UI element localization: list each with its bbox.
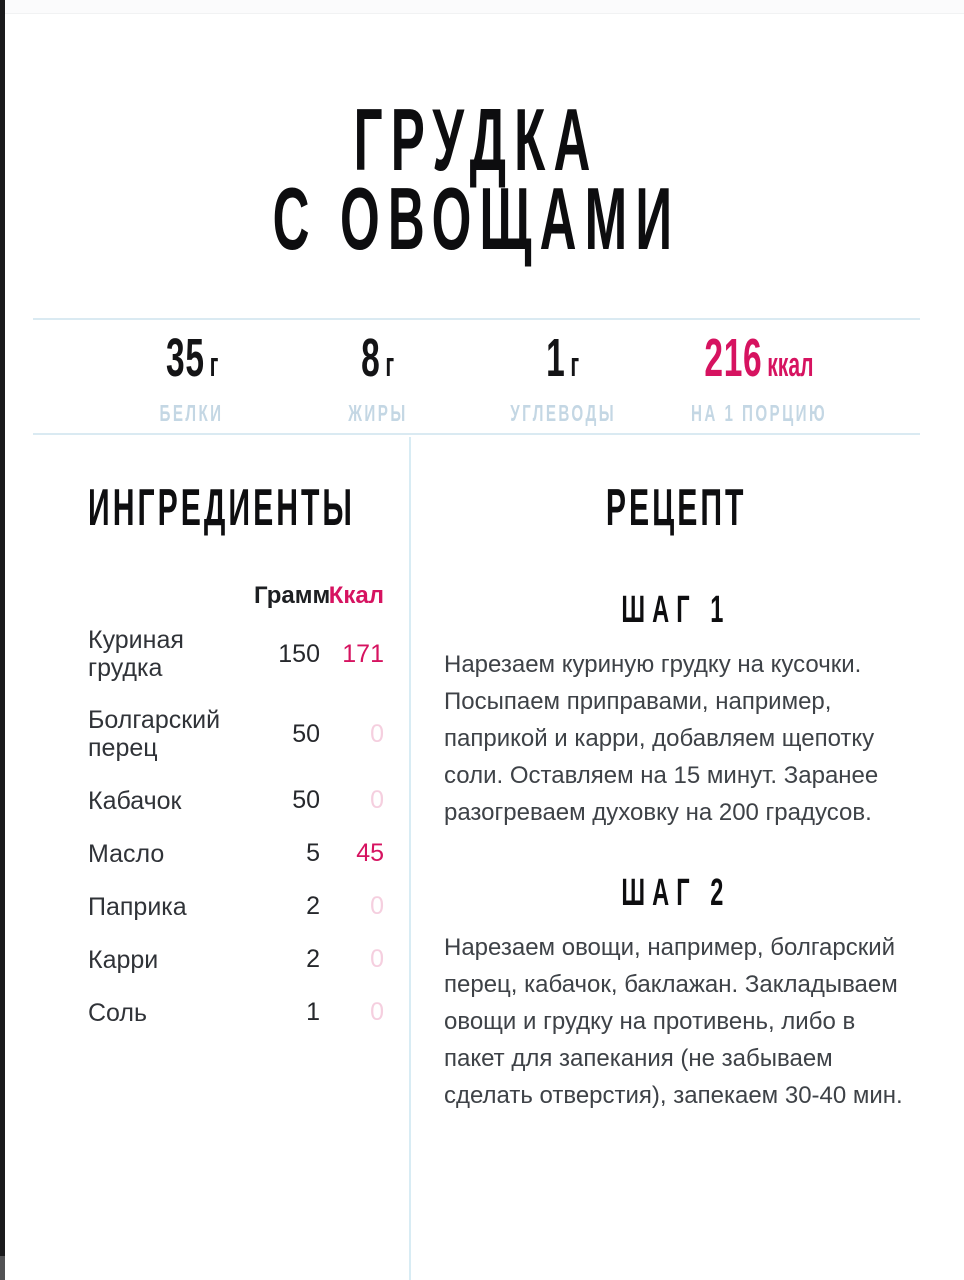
ingredient-name: Соль xyxy=(88,998,148,1027)
proteins-unit: г xyxy=(209,346,218,384)
fats-label-wrap xyxy=(333,402,423,424)
ingredient-kcal: 0 xyxy=(370,719,384,748)
proteins-label: БЕЛКИ xyxy=(159,400,224,426)
ingredients-table-header xyxy=(88,582,384,610)
ingredient-kcal: 0 xyxy=(370,786,384,814)
carbs-label-wrap xyxy=(483,402,643,424)
recipe-step-2 xyxy=(444,871,908,1114)
recipe-heading-text: РЕЦЕПТ xyxy=(605,479,747,537)
carbs-unit: г xyxy=(570,346,580,384)
calories-value xyxy=(671,328,847,397)
nutrition-item-fats xyxy=(285,320,471,433)
ingredient-row xyxy=(88,839,384,868)
ingredient-kcal: 45 xyxy=(356,839,384,867)
fats-label: ЖИРЫ xyxy=(347,400,408,426)
calories-label: НА 1 ПОРЦИЮ xyxy=(690,400,827,426)
ingredient-name: Болгарский перец xyxy=(88,706,221,762)
step-1-title-text: ШАГ 1 xyxy=(621,589,731,631)
ingredients-heading xyxy=(88,478,384,538)
recipe-title-line-1-text: ГРУДКА xyxy=(354,90,599,189)
recipe-title-line-2-text: С ОВОЩАМИ xyxy=(272,169,681,268)
recipe-section xyxy=(444,478,908,1114)
nutrition-item-proteins xyxy=(99,320,285,433)
nutrition-summary-bar xyxy=(33,318,920,435)
ingredient-name: Паприка xyxy=(88,892,187,921)
ingredient-kcal: 171 xyxy=(342,639,384,668)
recipe-title-line-1 xyxy=(33,90,920,189)
step-2-title-text: ШАГ 2 xyxy=(621,872,731,914)
fats-unit: г xyxy=(385,346,394,384)
fats-value xyxy=(351,328,404,397)
ingredients-heading-text: ИНГРЕДИЕНТЫ xyxy=(88,479,355,537)
step-1-title xyxy=(444,588,908,632)
left-edge-strip-footer xyxy=(0,1256,5,1280)
ingredient-grams: 50 xyxy=(292,719,320,748)
ingredient-row xyxy=(88,892,384,921)
ingredient-name: Карри xyxy=(88,945,159,974)
ingredient-kcal: 0 xyxy=(370,892,384,920)
calories-number: 216 xyxy=(704,328,763,388)
proteins-number: 35 xyxy=(165,328,205,388)
carbs-label: УГЛЕВОДЫ xyxy=(510,400,616,426)
ingredients-section xyxy=(88,478,384,1051)
ingredient-grams: 50 xyxy=(292,786,320,814)
ingredient-kcal: 0 xyxy=(370,945,384,973)
ingredient-grams: 5 xyxy=(306,839,320,867)
ingredient-grams: 1 xyxy=(306,998,320,1026)
recipe-title-line-2 xyxy=(33,169,920,268)
ingredient-row xyxy=(88,786,384,815)
ingredient-name: Кабачок xyxy=(88,786,182,815)
step-2-title xyxy=(444,871,908,915)
ingredient-name: Масло xyxy=(88,839,165,868)
column-divider xyxy=(409,437,411,1280)
ingredient-row xyxy=(88,626,384,682)
fats-number: 8 xyxy=(360,328,381,388)
ingredients-table xyxy=(88,582,384,1027)
left-edge-strip xyxy=(0,0,5,1256)
top-edge-seam xyxy=(5,0,964,14)
nutrition-item-calories xyxy=(656,320,862,433)
ingredient-grams: 2 xyxy=(306,945,320,973)
header-kcal: Ккал xyxy=(328,582,384,609)
header-grams: Грамм xyxy=(254,582,331,609)
ingredient-row xyxy=(88,998,384,1027)
proteins-value xyxy=(150,328,234,397)
step-2-text: Нарезаем овощи, например, болгарский перец, кабачок, баклажан. Закладываем овощи и грудку на противень, либо в пакет для запекания (не забываем сделать отверстия), запекаем 30-40 мин. xyxy=(444,934,903,1109)
recipe-heading xyxy=(444,478,908,538)
ingredient-name: Куриная грудка xyxy=(88,626,184,682)
ingredient-row xyxy=(88,706,384,762)
recipe-step-1 xyxy=(444,588,908,831)
ingredient-grams: 150 xyxy=(278,639,320,668)
proteins-label-wrap xyxy=(143,402,240,424)
recipe-title xyxy=(33,90,920,268)
step-1-text: Нарезаем куриную грудку на кусочки. Посыпаем приправами, например, паприкой и карри, добавляем щепотку соли. Оставляем на 15 минут. Заранее разогреваем духовку на 200 градусов. xyxy=(444,651,879,826)
calories-label-wrap xyxy=(656,402,862,424)
carbs-value xyxy=(536,328,589,397)
ingredient-row xyxy=(88,945,384,974)
calories-unit: ккал xyxy=(767,346,814,384)
carbs-number: 1 xyxy=(546,328,566,388)
ingredient-grams: 2 xyxy=(306,892,320,920)
ingredient-kcal: 0 xyxy=(370,998,384,1026)
nutrition-item-carbs xyxy=(470,320,656,433)
